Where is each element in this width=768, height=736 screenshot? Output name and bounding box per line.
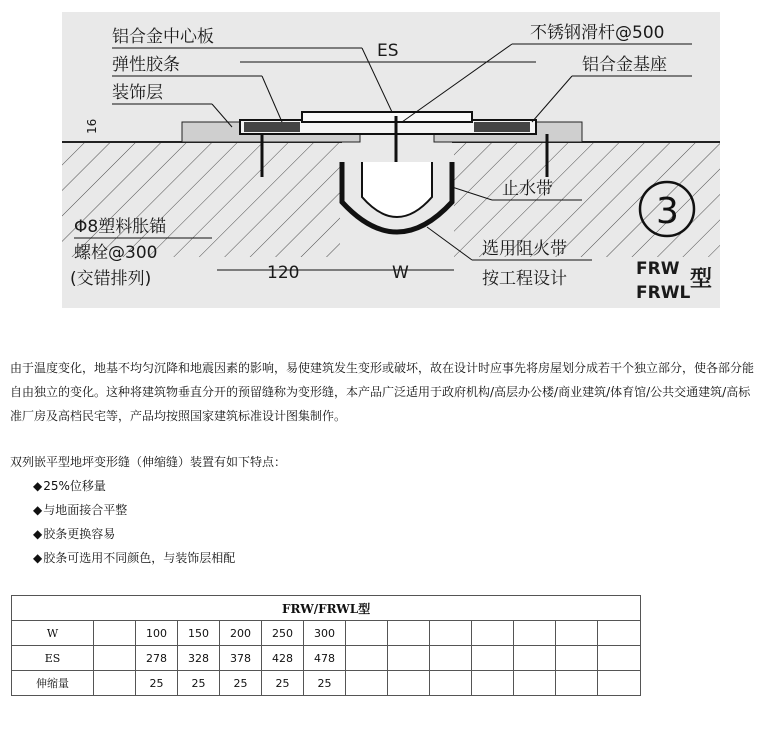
- model-frw: FRW: [636, 259, 680, 279]
- rubber-strip-left: [244, 122, 300, 132]
- feature-item: ◆胶条可选用不同颜色，与装饰层相配: [33, 551, 236, 565]
- dim-16: 16: [85, 118, 99, 134]
- label-fire-2: 按工程设计: [482, 269, 567, 289]
- table-title: FRW/FRWL型: [12, 596, 641, 621]
- label-anchor-2: 螺栓@300: [74, 243, 158, 263]
- label-slide-bar: 不锈钢滑杆@500: [530, 23, 665, 43]
- rubber-strip-right: [474, 122, 530, 132]
- feature-item: ◆与地面接合平整: [33, 503, 128, 517]
- section-drawing: [62, 12, 720, 308]
- center-plate: [302, 112, 472, 122]
- label-base: 铝合金基座: [582, 55, 667, 75]
- label-finish-layer: 装饰层: [112, 83, 163, 103]
- row-label: W: [12, 621, 94, 646]
- intro-paragraph: [10, 356, 762, 428]
- label-anchor-1: Φ8塑料胀锚: [74, 217, 167, 237]
- intro-line-1: 由于温度变化，地基不均匀沉降和地震因素的影响，易使建筑发生变形或破坏，故在设计时应事先将房屋划分成若干个独立部分，使各部分能: [10, 361, 755, 375]
- diamond-bullet-icon: ◆: [33, 503, 43, 517]
- row-label: ES: [12, 646, 94, 671]
- features-title: 双列嵌平型地坪变形缝（伸缩缝）装置有如下特点：: [10, 455, 287, 469]
- expansion-joint-section-svg: [62, 12, 720, 308]
- table-row: W 100 150 200 250 300: [12, 621, 641, 646]
- features-list: [33, 476, 235, 572]
- feature-item: ◆胶条更换容易: [33, 527, 116, 541]
- diamond-bullet-icon: ◆: [33, 551, 43, 565]
- intro-line-2: 自由独立的变化。这种将建筑物垂直分开的预留缝称为变形缝，本产品广泛适用于政府机构/高层办公楼/商业建筑/体育馆/公共交通建筑/高标: [10, 385, 751, 399]
- dim-120: 120: [267, 263, 300, 283]
- dim-w: W: [392, 263, 409, 283]
- model-frwl: FRWL: [636, 283, 691, 303]
- diamond-bullet-icon: ◆: [33, 527, 43, 541]
- detail-number: 3: [656, 191, 679, 232]
- table-row: ES 278 328 378 428 478: [12, 646, 641, 671]
- table-row: 伸缩量 25 25 25 25 25: [12, 671, 641, 696]
- label-fire-1: 选用阻火带: [482, 239, 567, 259]
- row-label: 伸缩量: [12, 671, 94, 696]
- intro-line-3: 准厂房及高档民宅等，产品均按照国家建筑标准设计图集制作。: [10, 409, 347, 423]
- spec-table: [11, 595, 641, 696]
- concrete-slab-left: [62, 142, 342, 257]
- label-center-plate: 铝合金中心板: [112, 27, 214, 47]
- label-anchor-3: (交错排列): [70, 269, 152, 289]
- feature-item: ◆25%位移量: [33, 479, 106, 493]
- diamond-bullet-icon: ◆: [33, 479, 43, 493]
- label-rubber-strip: 弹性胶条: [112, 55, 180, 75]
- dim-es: ES: [377, 41, 399, 61]
- label-waterstop: 止水带: [502, 179, 553, 199]
- model-suffix: 型: [690, 267, 713, 292]
